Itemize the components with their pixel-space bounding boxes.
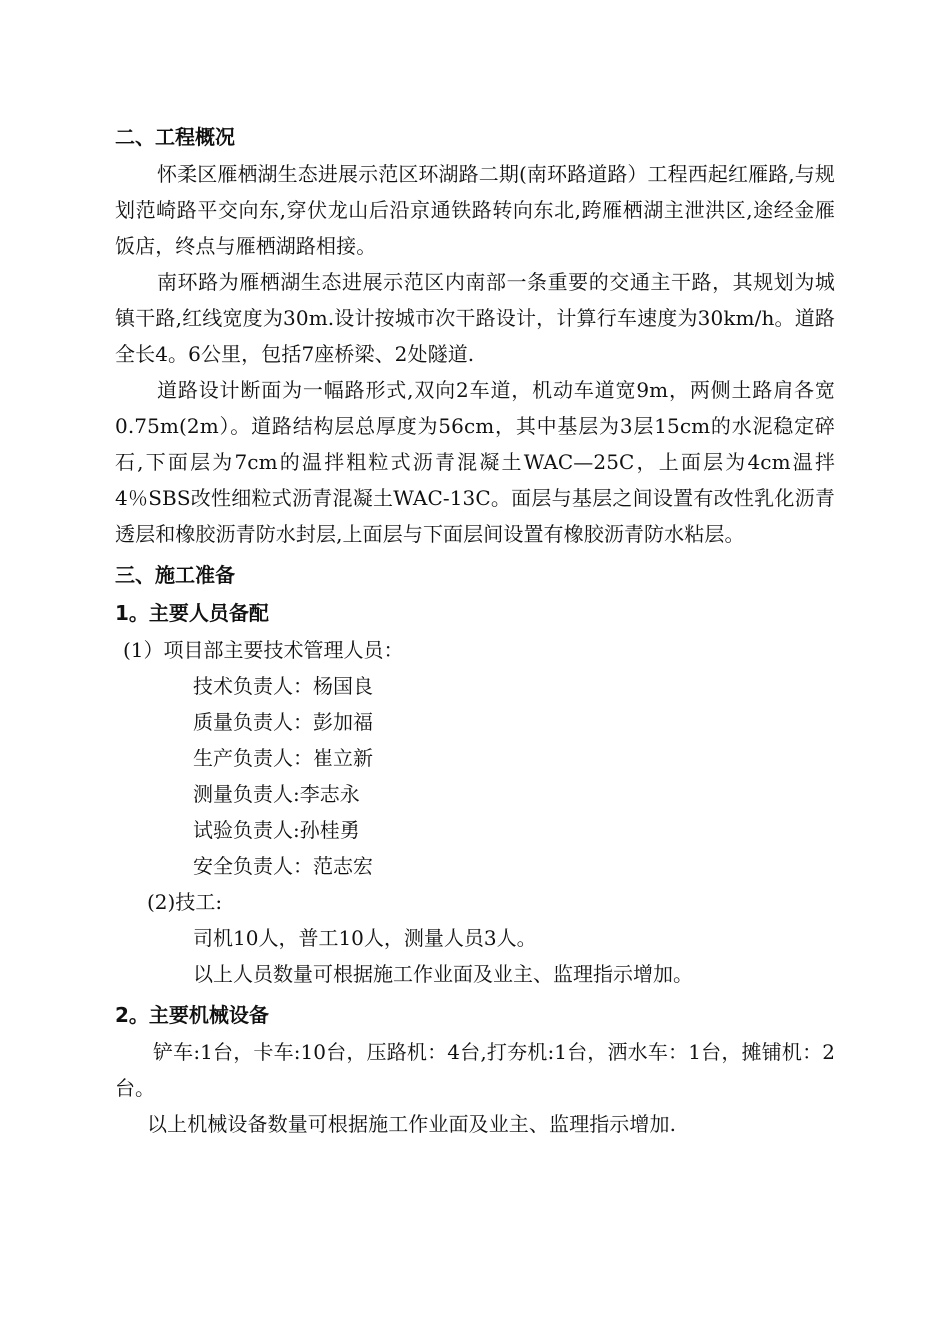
workers-count: 司机10人，普工10人，测量人员3人。 — [193, 926, 537, 950]
staff-item-technical: 技术负责人：杨国良 — [193, 674, 373, 698]
section-heading-construction-prep: 三、施工准备 — [115, 563, 235, 587]
section-heading-project-overview: 二、工程概况 — [115, 125, 235, 149]
staff-item-safety: 安全负责人：范志宏 — [193, 854, 373, 878]
staff-item-quality: 质量负责人：彭加福 — [193, 710, 373, 734]
paragraph-route: 怀柔区雁栖湖生态进展示范区环湖路二期(南环路道路）工程西起红雁路,与规划范崎路平交向东,穿伏龙山后沿京通铁路转向东北,跨雁栖湖主泄洪区,途经金雁饭店，终点与雁栖湖路相接。 — [115, 162, 835, 258]
equipment-list: 铲车:1台，卡车:10台，压路机：4台,打夯机:1台，洒水车：1台，摊铺机：2台。 — [115, 1040, 835, 1100]
document-body — [115, 118, 835, 1142]
workers-group-title: (2)技工: — [147, 890, 223, 914]
personnel-note: 以上人员数量可根据施工作业面及业主、监理指示增加。 — [193, 962, 693, 986]
subsection-heading-equipment: 2。主要机械设备 — [115, 1003, 269, 1027]
equipment-note: 以上机械设备数量可根据施工作业面及业主、监理指示增加. — [147, 1112, 677, 1136]
staff-item-survey: 测量负责人:李志永 — [193, 782, 360, 806]
staff-item-testing: 试验负责人:孙桂勇 — [193, 818, 360, 842]
staff-item-production: 生产负责人：崔立新 — [193, 746, 373, 770]
subsection-heading-personnel: 1。主要人员备配 — [115, 601, 269, 625]
paragraph-road-structure: 道路设计断面为一幅路形式,双向2车道，机动车道宽9m，两侧土路肩各宽0.75m(2m）。道路结构层总厚度为56cm，其中基层为3层15cm的水泥稳定碎石,下面层为7cm的温拌粗粒式沥青混凝土WAC—25C，上面层为4cm温拌4％SBS改性细粒式沥青混凝土WAC-13C。面层与基层之间设置有改性乳化沥青透层和橡胶沥青防水封层,上面层与下面层间设置有橡胶沥青防水粘层。 — [115, 378, 835, 546]
staff-group-title: (1）项目部主要技术管理人员： — [123, 638, 404, 662]
paragraph-road-class: 南环路为雁栖湖生态进展示范区内南部一条重要的交通主干路，其规划为城镇干路,红线宽度为30m.设计按城市次干路设计，计算行车速度为30km/h。道路全长4。6公里，包括7座桥梁、2处隧道. — [115, 270, 835, 366]
